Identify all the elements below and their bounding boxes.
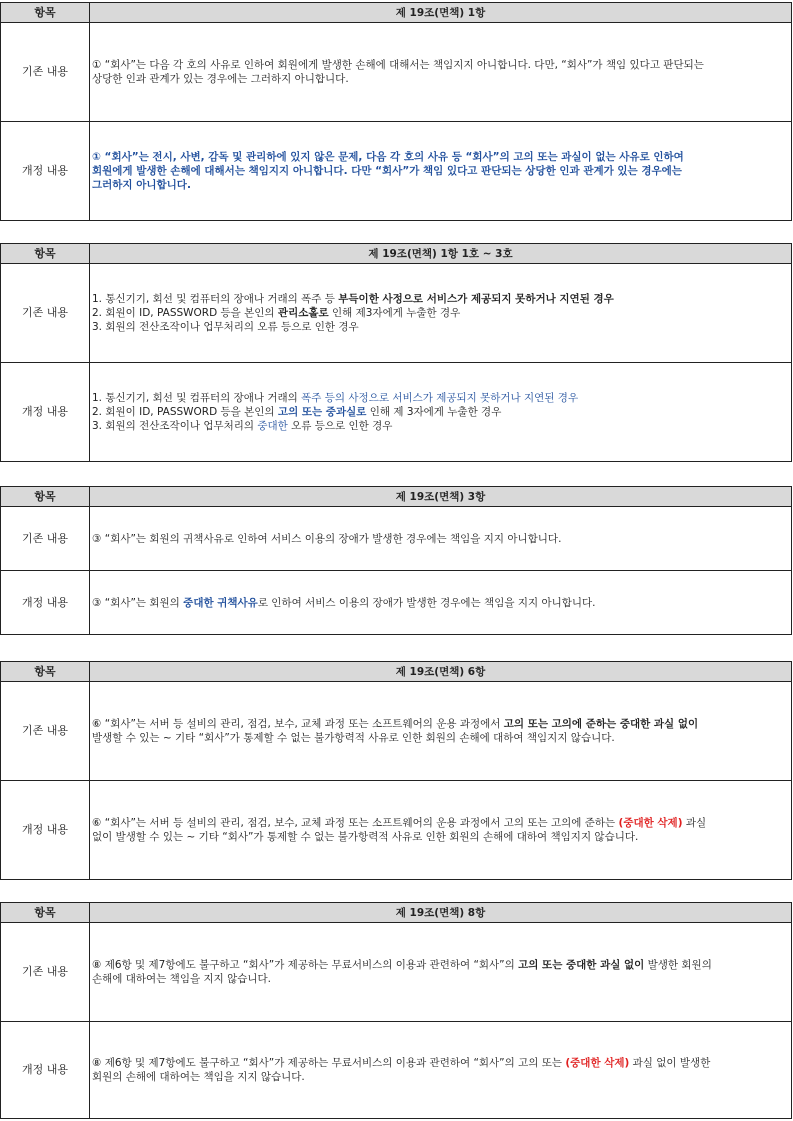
text-line bbox=[92, 830, 789, 844]
text-run: 3. 회원의 전산조작이나 업무처리의 오류 등으로 인한 경우 bbox=[92, 321, 359, 333]
text-line bbox=[92, 717, 789, 731]
text-line bbox=[92, 72, 789, 86]
text-run: 발생할 수 있는 ~ 기타 “회사”가 통제할 수 없는 불가항력적 사유로 인한 회원의 손해에 대하여 책임지지 않습니다. bbox=[92, 732, 615, 744]
text-line bbox=[92, 150, 789, 164]
text-run: 3. 회원의 전산조작이나 업무처리의 bbox=[92, 420, 258, 432]
content-cell bbox=[90, 923, 792, 1022]
emphasis-text: ① “회사”는 전시, 사변, 감독 및 관리하에 있지 않은 문제, 다음 각 호의 사유 등 “회사”의 고의 또는 과실이 없는 사유로 인하여 bbox=[92, 151, 684, 163]
emphasis-text: (중대한 삭제) bbox=[618, 817, 683, 829]
content-cell bbox=[90, 264, 792, 363]
text-line bbox=[92, 972, 789, 986]
emphasis-text: 그러하지 아니합니다. bbox=[92, 179, 191, 191]
emphasis-text: 폭주 등의 사정으로 서비스가 제공되지 못하거나 지연된 경우 bbox=[301, 392, 579, 404]
emphasis-text: 고의 또는 중과실로 bbox=[277, 406, 367, 418]
content-cell bbox=[90, 23, 792, 122]
text-line bbox=[92, 1056, 789, 1070]
content-cell bbox=[90, 1022, 792, 1119]
row-label-revised: 개정 내용 bbox=[1, 781, 90, 880]
text-run: 손해에 대하여는 책임을 지지 않습니다. bbox=[92, 973, 271, 985]
emphasis-text: 고의 또는 중대한 과실 없이 bbox=[518, 959, 645, 971]
text-run: 없이 발생할 수 있는 ~ 기타 “회사”가 통제할 수 없는 불가항력적 사유로 인한 회원의 손해에 대하여 책임지지 않습니다. bbox=[92, 831, 639, 843]
emphasis-text: 부득이한 사정으로 서비스가 제공되지 못하거나 지연된 경우 bbox=[338, 293, 614, 305]
amendment-table bbox=[0, 243, 792, 462]
content-cell bbox=[90, 363, 792, 462]
text-line bbox=[92, 320, 789, 334]
text-line bbox=[92, 532, 789, 546]
row-label-revised: 개정 내용 bbox=[1, 363, 90, 462]
content-cell bbox=[90, 781, 792, 880]
text-run: ⑧ 제6항 및 제7항에도 불구하고 “회사”가 제공하는 무료서비스의 이용과 관련하여 “회사”의 bbox=[92, 959, 519, 971]
text-run: 상당한 인과 관계가 있는 경우에는 그러하지 아니합니다. bbox=[92, 73, 349, 85]
row-label-revised: 개정 내용 bbox=[1, 571, 90, 635]
text-run: ⑧ 제6항 및 제7항에도 불구하고 “회사”가 제공하는 무료서비스의 이용과 관련하여 “회사”의 고의 또는 bbox=[92, 1057, 566, 1069]
text-run: 인해 제 3자에게 누출한 경우 bbox=[366, 406, 502, 418]
text-run: 1. 통신기기, 회선 및 컴퓨터의 장애나 거래의 bbox=[92, 392, 302, 404]
amendment-table bbox=[0, 486, 792, 635]
text-line bbox=[92, 178, 789, 192]
text-run: 회원의 손해에 대하여는 책임을 지지 않습니다. bbox=[92, 1071, 305, 1083]
header-title-cell: 제 19조(면책) 3항 bbox=[90, 487, 792, 507]
text-run: ① “회사”는 다음 각 호의 사유로 인하여 회원에게 발생한 손해에 대해서는 책임지지 아니합니다. 다만, “회사”가 책임 있다고 판단되는 bbox=[92, 59, 704, 71]
text-line bbox=[92, 958, 789, 972]
row-label-existing: 기존 내용 bbox=[1, 923, 90, 1022]
text-run: 로 인하여 서비스 이용의 장애가 발생한 경우에는 책임을 지지 아니합니다. bbox=[257, 596, 596, 609]
text-line bbox=[92, 419, 789, 433]
text-line bbox=[92, 596, 789, 610]
row-label-existing: 기존 내용 bbox=[1, 507, 90, 571]
header-title-cell: 제 19조(면책) 1항 1호 ~ 3호 bbox=[90, 244, 792, 264]
text-line bbox=[92, 816, 789, 830]
text-run: ③ “회사”는 회원의 귀책사유로 인하여 서비스 이용의 장애가 발생한 경우에는 책임을 지지 아니합니다. bbox=[92, 532, 562, 545]
text-line bbox=[92, 58, 789, 72]
text-line bbox=[92, 731, 789, 745]
emphasis-text: 관리소홀로 bbox=[277, 307, 329, 319]
emphasis-text: 회원에게 발생한 손해에 대해서는 책임지지 아니합니다. 다만 “회사”가 책임 있다고 판단되는 상당한 인과 관계가 있는 경우에는 bbox=[92, 165, 682, 177]
row-label-revised: 개정 내용 bbox=[1, 1022, 90, 1119]
header-item-cell: 항목 bbox=[1, 662, 90, 682]
amendment-table bbox=[0, 661, 792, 880]
amendment-table bbox=[0, 2, 792, 221]
row-label-existing: 기존 내용 bbox=[1, 264, 90, 363]
text-line bbox=[92, 292, 789, 306]
text-line bbox=[92, 391, 789, 405]
text-run: ③ “회사”는 회원의 bbox=[92, 596, 184, 609]
header-item-cell: 항목 bbox=[1, 244, 90, 264]
text-run: 인해 제3자에게 누출한 경우 bbox=[328, 307, 461, 319]
text-line bbox=[92, 1070, 789, 1084]
content-cell bbox=[90, 571, 792, 635]
row-label-revised: 개정 내용 bbox=[1, 122, 90, 221]
text-run: 발생한 회원의 bbox=[644, 959, 712, 971]
text-run: 과실 없이 발생한 bbox=[629, 1057, 711, 1069]
text-run: 1. 통신기기, 회선 및 컴퓨터의 장애나 거래의 폭주 등 bbox=[92, 293, 339, 305]
text-line bbox=[92, 405, 789, 419]
row-label-existing: 기존 내용 bbox=[1, 23, 90, 122]
text-run: 2. 회원이 ID, PASSWORD 등을 본인의 bbox=[92, 406, 278, 418]
amendment-table bbox=[0, 902, 792, 1119]
text-run: 오류 등으로 인한 경우 bbox=[287, 420, 393, 432]
header-title-cell: 제 19조(면책) 6항 bbox=[90, 662, 792, 682]
emphasis-text: (중대한 삭제) bbox=[565, 1057, 630, 1069]
text-run: ⑥ “회사”는 서버 등 설비의 관리, 점검, 보수, 교체 과정 또는 소프트웨어의 운용 과정에서 고의 또는 고의에 준하는 bbox=[92, 817, 619, 829]
emphasis-text: 고의 또는 고의에 준하는 중대한 과실 없이 bbox=[503, 718, 699, 730]
header-item-cell: 항목 bbox=[1, 487, 90, 507]
header-title-cell: 제 19조(면책) 1항 bbox=[90, 3, 792, 23]
text-run: 2. 회원이 ID, PASSWORD 등을 본인의 bbox=[92, 307, 278, 319]
content-cell bbox=[90, 682, 792, 781]
header-item-cell: 항목 bbox=[1, 903, 90, 923]
content-cell bbox=[90, 122, 792, 221]
header-title-cell: 제 19조(면책) 8항 bbox=[90, 903, 792, 923]
header-item-cell: 항목 bbox=[1, 3, 90, 23]
text-line bbox=[92, 164, 789, 178]
text-run: ⑥ “회사”는 서버 등 설비의 관리, 점검, 보수, 교체 과정 또는 소프트웨어의 운용 과정에서 bbox=[92, 718, 504, 730]
emphasis-text: 중대한 귀책사유 bbox=[183, 596, 258, 609]
text-line bbox=[92, 306, 789, 320]
text-run: 과실 bbox=[682, 817, 707, 829]
emphasis-text: 중대한 bbox=[257, 420, 288, 432]
content-cell bbox=[90, 507, 792, 571]
row-label-existing: 기존 내용 bbox=[1, 682, 90, 781]
